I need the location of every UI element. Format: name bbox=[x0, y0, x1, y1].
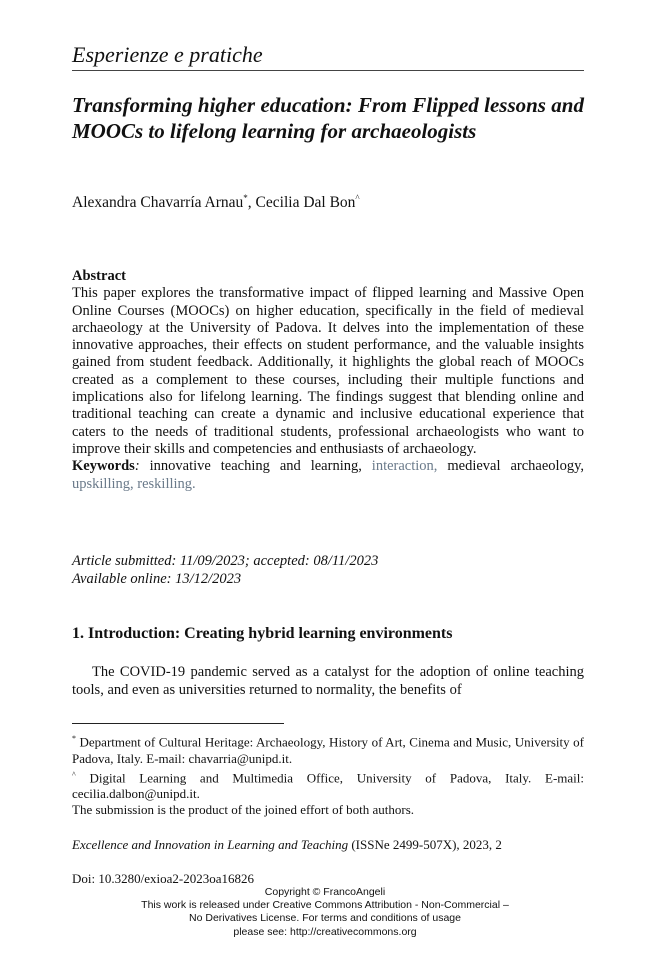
journal-name: Excellence and Innovation in Learning and Teaching bbox=[72, 837, 349, 852]
keyword-text: medieval archaeology, bbox=[437, 458, 584, 475]
keyword-text: innovative teaching and learning, bbox=[139, 458, 372, 475]
author-name: Alexandra Chavarría Arnau bbox=[72, 194, 244, 212]
license-link[interactable]: please see: http://creativecommons.org bbox=[233, 925, 417, 938]
author-line bbox=[72, 193, 360, 212]
submitted-date: Article submitted: 11/09/2023; accepted: 08/11/2023 bbox=[72, 553, 379, 569]
footnote-text: Department of Cultural Heritage: Archaeology, History of Art, Cinema and Music, University of Padova, Italy. E-mail: chavarria@unipd.it. bbox=[72, 734, 584, 766]
footnote-note: The submission is the product of the joined effort of both authors. bbox=[72, 802, 415, 818]
journal-citation bbox=[72, 837, 502, 853]
footnote-text: Digital Learning and Multimedia Office, University of Padova, Italy. E-mail: cecilia.dalbon@unipd.it. bbox=[72, 770, 584, 802]
author-affiliation-mark: * bbox=[243, 193, 248, 203]
doi[interactable]: Doi: 10.3280/exioa2-2023oa16826 bbox=[72, 871, 254, 886]
abstract-text: This paper explores the transformative impact of flipped learning and Massive Open Online Courses (MOOCs) on higher education, specifically in the field of medieval archaeology at the University of Padova. It delves into the implementation of these innovative approaches, their effects on student performance, and the valuable insights gained from student feedback. Additionally, it highlights the global reach of MOOCs created as a complement to these courses, including their multiple functions and implications also for lifelong learning. The findings suggest that blending online and traditional teaching can create a dynamic and inclusive educational experience that caters to the needs of traditional students, professional archaeologists who want to improve their skills and competencies and enthusiasts of archaeology. bbox=[72, 285, 584, 457]
copyright-line: Copyright © FrancoAngeli bbox=[264, 886, 386, 898]
section-header: Esperienze e pratiche bbox=[72, 42, 584, 71]
paper-title: Transforming higher education: From Flipped lessons and MOOCs to lifelong learning for archaeologists bbox=[72, 93, 584, 143]
footnote-mark: * bbox=[72, 734, 76, 743]
keyword-link[interactable]: interaction, bbox=[371, 458, 438, 475]
author-name: Cecilia Dal Bon bbox=[255, 194, 356, 212]
body-paragraph: The COVID-19 pandemic served as a catalyst for the adoption of online teaching tools, and even as universities returned to normality, the benefits of bbox=[72, 664, 584, 698]
article-dates bbox=[72, 552, 378, 588]
keywords-colon: : bbox=[134, 458, 140, 475]
author-separator: , bbox=[247, 194, 256, 212]
keywords-label: Keywords bbox=[72, 458, 135, 475]
footnote bbox=[72, 731, 584, 767]
copyright-notice bbox=[0, 886, 650, 939]
footnote-mark: ^ bbox=[72, 769, 76, 779]
abstract-section bbox=[72, 268, 584, 493]
abstract-heading: Abstract bbox=[72, 268, 126, 284]
license-line: No Derivatives License. For terms and conditions of usage bbox=[189, 912, 461, 925]
online-date: Available online: 13/12/2023 bbox=[72, 571, 242, 587]
license-line: This work is released under Creative Commons Attribution - Non-Commercial – bbox=[141, 899, 509, 912]
section-heading: 1. Introduction: Creating hybrid learning environments bbox=[72, 625, 453, 642]
journal-details: (ISSNe 2499-507X), 2023, 2 bbox=[348, 837, 502, 852]
footnote-divider bbox=[72, 723, 284, 724]
keyword-link[interactable]: upskilling, reskilling. bbox=[72, 475, 196, 492]
author-affiliation-mark: ^ bbox=[355, 193, 360, 203]
footnotes bbox=[72, 731, 584, 819]
keywords bbox=[72, 458, 584, 493]
footnote bbox=[72, 767, 584, 803]
